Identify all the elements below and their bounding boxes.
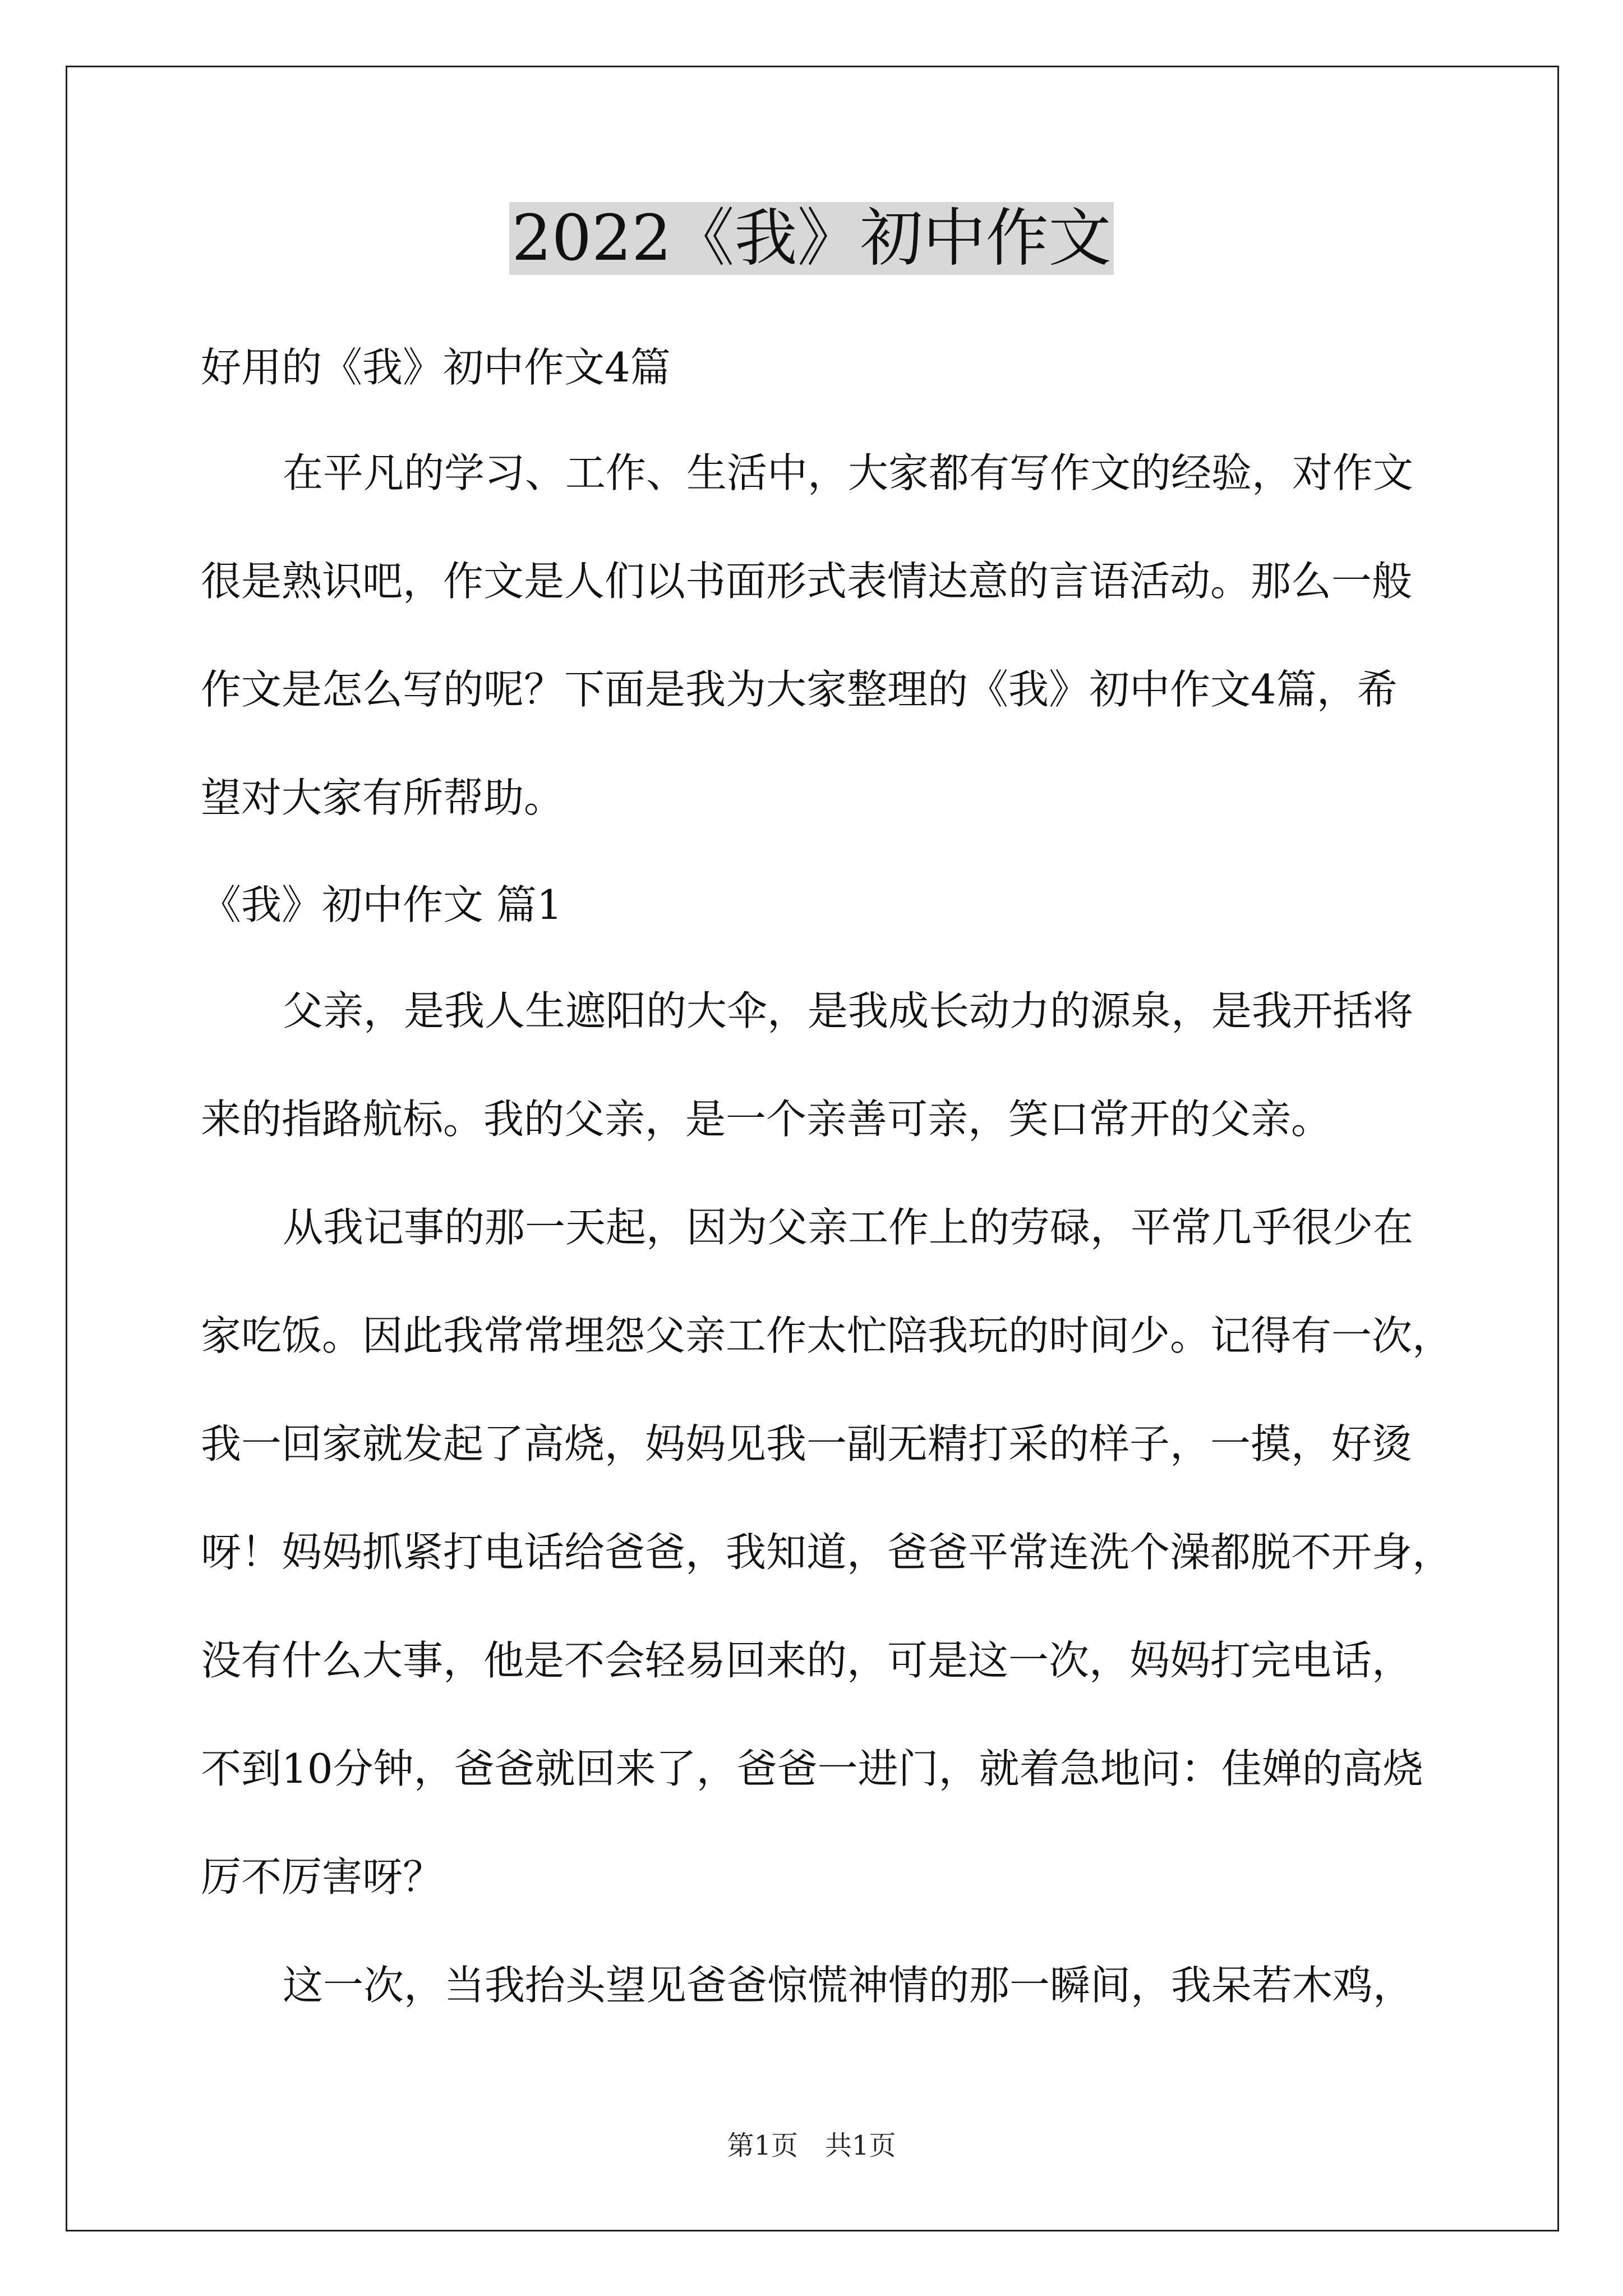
paragraph-line: 来的指路航标。我的父亲，是一个亲善可亲，笑口常开的父亲。 bbox=[201, 1096, 1332, 1143]
paragraph-line: 这一次，当我抬头望见爸爸惊慌神情的那一瞬间，我呆若木鸡， bbox=[283, 1962, 1414, 2009]
paragraph-line: 父亲，是我人生遮阳的大伞，是我成长动力的源泉，是我开括将 bbox=[283, 987, 1414, 1034]
paragraph-line: 家吃饭。因此我常常埋怨父亲工作太忙陪我玩的时间少。记得有一次， bbox=[201, 1312, 1453, 1359]
document-title-text: 2022《我》初中作文 bbox=[509, 202, 1113, 275]
document-title bbox=[0, 196, 1623, 280]
paragraph-line: 作文是怎么写的呢？下面是我为大家整理的《我》初中作文4篇，希 bbox=[201, 666, 1398, 713]
paragraph-line: 望对大家有所帮助。 bbox=[201, 774, 565, 821]
paragraph-line: 没有什么大事，他是不会轻易回来的，可是这一次，妈妈打完电话， bbox=[201, 1637, 1413, 1684]
section-heading: 《我》初中作文 篇1 bbox=[201, 881, 562, 928]
paragraph-line: 不到10分钟，爸爸就回来了，爸爸一进门，就着急地问：佳婵的高烧 bbox=[201, 1745, 1423, 1792]
subtitle-line: 好用的《我》初中作文4篇 bbox=[201, 344, 671, 391]
paragraph-line: 从我记事的那一天起，因为父亲工作上的劳碌，平常几乎很少在 bbox=[283, 1204, 1414, 1251]
paragraph-line: 我一回家就发起了高烧，妈妈见我一副无精打采的样子，一摸，好烫 bbox=[201, 1420, 1413, 1467]
page-footer: 第1页 共1页 bbox=[727, 2130, 896, 2161]
paragraph-line: 呀！妈妈抓紧打电话给爸爸，我知道，爸爸平常连洗个澡都脱不开身， bbox=[201, 1529, 1453, 1576]
paragraph-line: 在平凡的学习、工作、生活中，大家都有写作文的经验，对作文 bbox=[283, 449, 1414, 496]
paragraph-line: 很是熟识吧，作文是人们以书面形式表情达意的言语活动。那么一般 bbox=[201, 558, 1413, 605]
paragraph-line: 厉不厉害呀？ bbox=[201, 1853, 444, 1901]
